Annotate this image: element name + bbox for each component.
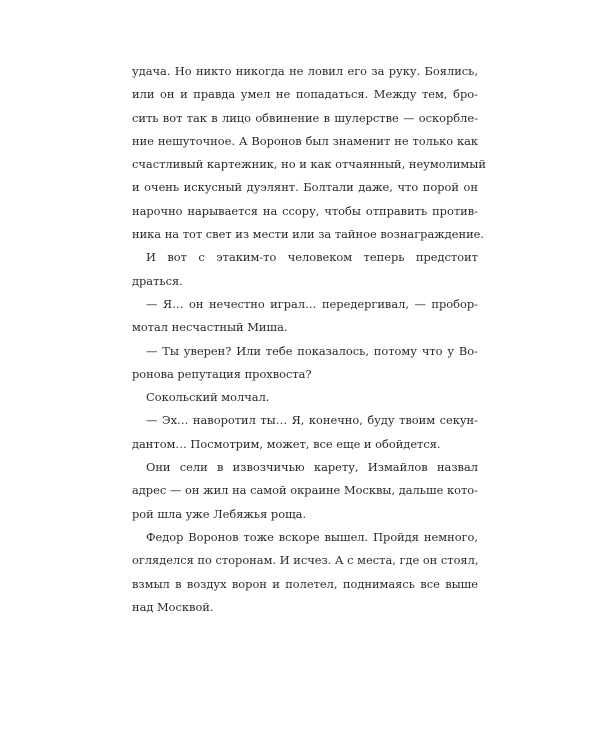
text-line-13: — Ты уверен? Или тебе показалось, потому что у Во- (146, 343, 478, 358)
text-line-5: счастливый картежник, но и как отчаянный, неумолимый (132, 157, 486, 172)
page-text (132, 60, 486, 619)
text-line-6: и очень искусный дуэлянт. Болтали даже, что порой он (132, 180, 478, 195)
text-line-4: ние нешуточное. А Воронов был знаменит не только как (132, 133, 478, 148)
text-line-20: рой шла уже Лебяжья роща. (132, 506, 307, 521)
text-line-24: над Москвой. (132, 599, 214, 614)
text-line-19: адрес — он жил на самой окраине Москвы, дальше кото- (132, 483, 478, 498)
text-line-14: ронова репутация прохвоста? (132, 366, 312, 381)
text-line-17: дантом… Посмотрим, может, все еще и обойдется. (132, 436, 441, 451)
text-line-9: И вот с этаким-то человеком теперь предстоит (146, 250, 478, 265)
text-line-8: ника на тот свет из мести или за тайное вознаграждение. (132, 227, 485, 242)
text-line-16: — Эх… наворотил ты… Я, конечно, буду твоим секун- (146, 413, 478, 428)
text-line-3: сить вот так в лицо обвинение в шулерстве — оскорбле- (132, 110, 478, 125)
text-line-10: драться. (132, 273, 183, 288)
text-line-23: взмыл в воздух ворон и полетел, поднимаясь все выше (132, 576, 478, 591)
text-line-2: или он и правда умел не попадаться. Между тем, бро- (132, 87, 478, 102)
text-line-21: Федор Воронов тоже вскоре вышел. Пройдя немного, (146, 529, 478, 544)
text-line-7: нарочно нарывается на ссору, чтобы отправить против- (132, 203, 478, 218)
text-line-15: Сокольский молчал. (146, 390, 270, 405)
text-line-11: — Я… он нечестно играл… передергивал, — пробор- (146, 296, 478, 311)
text-line-12: мотал несчастный Миша. (132, 320, 288, 335)
text-line-18: Они сели в извозчичью карету, Измайлов назвал (146, 460, 478, 475)
text-line-1: удача. Но никто никогда не ловил его за руку. Боялись, (132, 64, 478, 78)
text-line-22: огляделся по сторонам. И исчез. А с места, где он стоял, (132, 553, 479, 568)
